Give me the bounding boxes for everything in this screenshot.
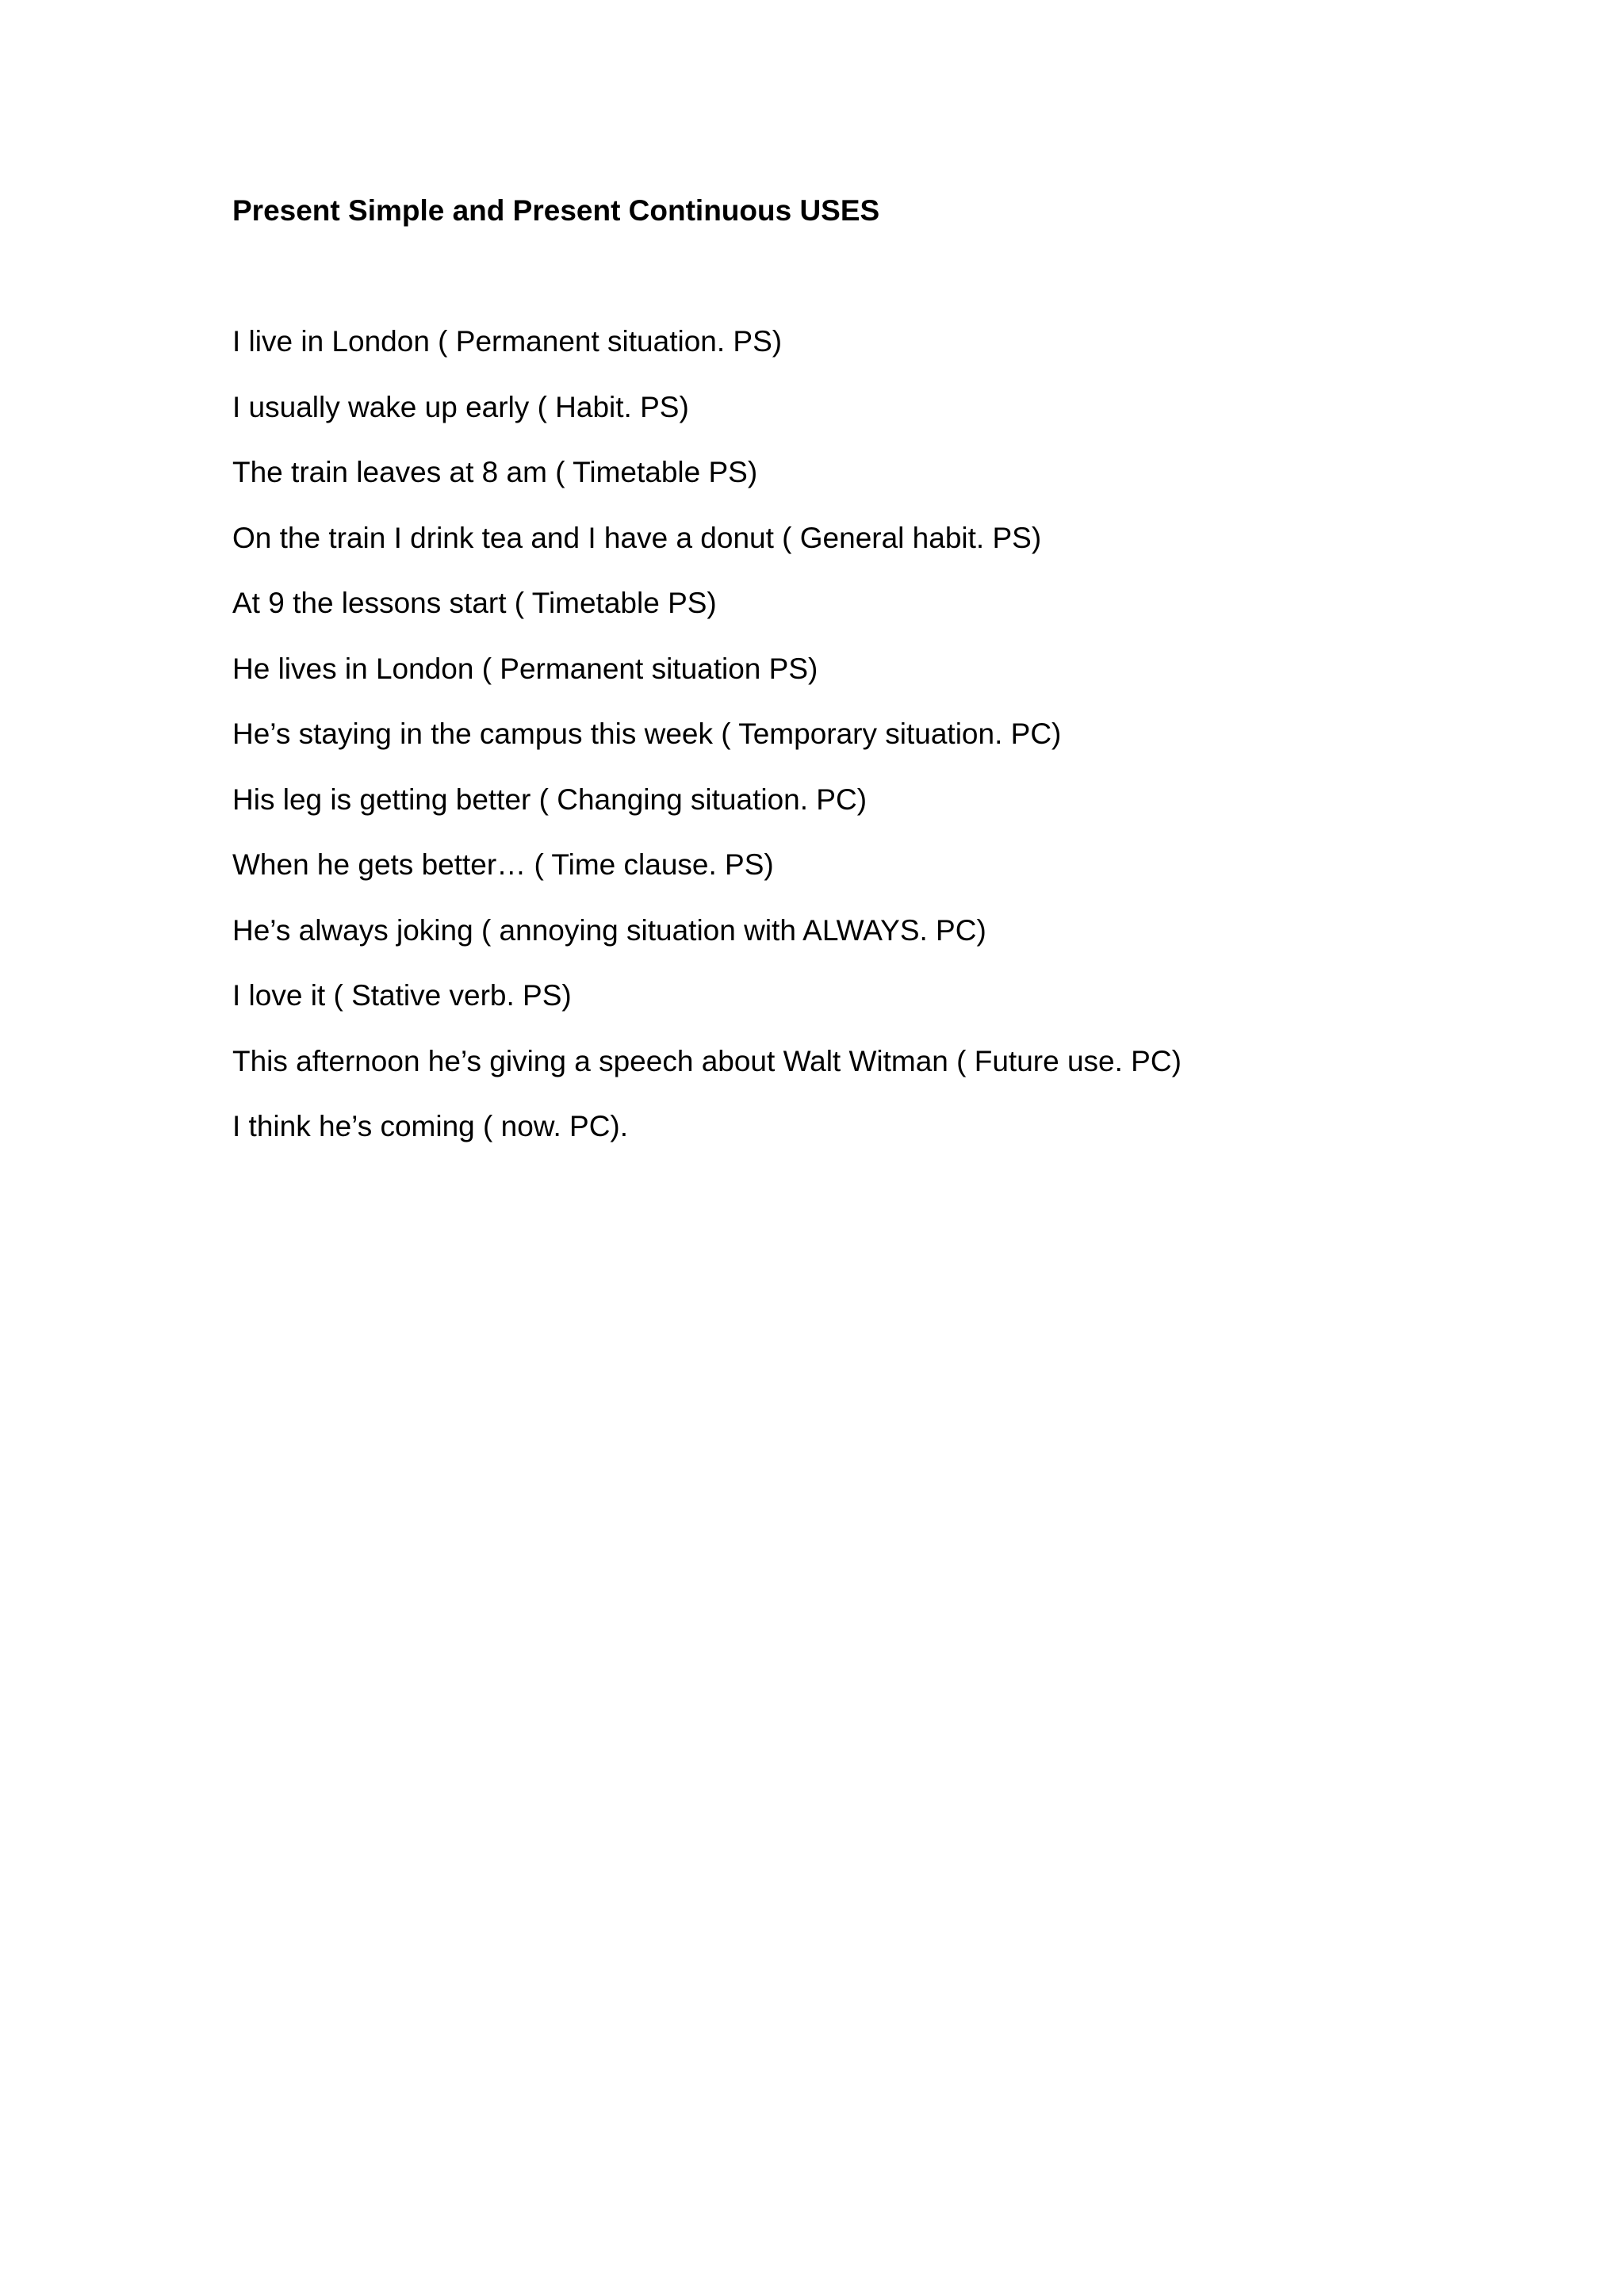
example-sentence-list: [232, 321, 1182, 1172]
example-sentence: The train leaves at 8 am ( Timetable PS): [232, 456, 758, 488]
example-sentence: I love it ( Stative verb. PS): [232, 979, 572, 1012]
example-sentence: On the train I drink tea and I have a donut ( General habit. PS): [232, 521, 1042, 554]
example-sentence: I think he’s coming ( now. PC).: [232, 1110, 629, 1142]
example-sentence: When he gets better… ( Time clause. PS): [232, 848, 774, 881]
example-sentence: His leg is getting better ( Changing situation. PC): [232, 783, 868, 816]
document-title: Present Simple and Present Continuous USES: [232, 194, 880, 227]
example-sentence: He’s staying in the campus this week ( Temporary situation. PC): [232, 718, 1062, 750]
example-sentence: He’s always joking ( annoying situation with ALWAYS. PC): [232, 913, 986, 947]
example-sentence: This afternoon he’s giving a speech about Walt Witman ( Future use. PC): [232, 1044, 1182, 1077]
example-sentence: I live in London ( Permanent situation. PS): [232, 325, 783, 358]
example-sentence: I usually wake up early ( Habit. PS): [232, 390, 689, 423]
example-sentence: He lives in London ( Permanent situation PS): [232, 652, 818, 685]
example-sentence: At 9 the lessons start ( Timetable PS): [232, 587, 717, 619]
